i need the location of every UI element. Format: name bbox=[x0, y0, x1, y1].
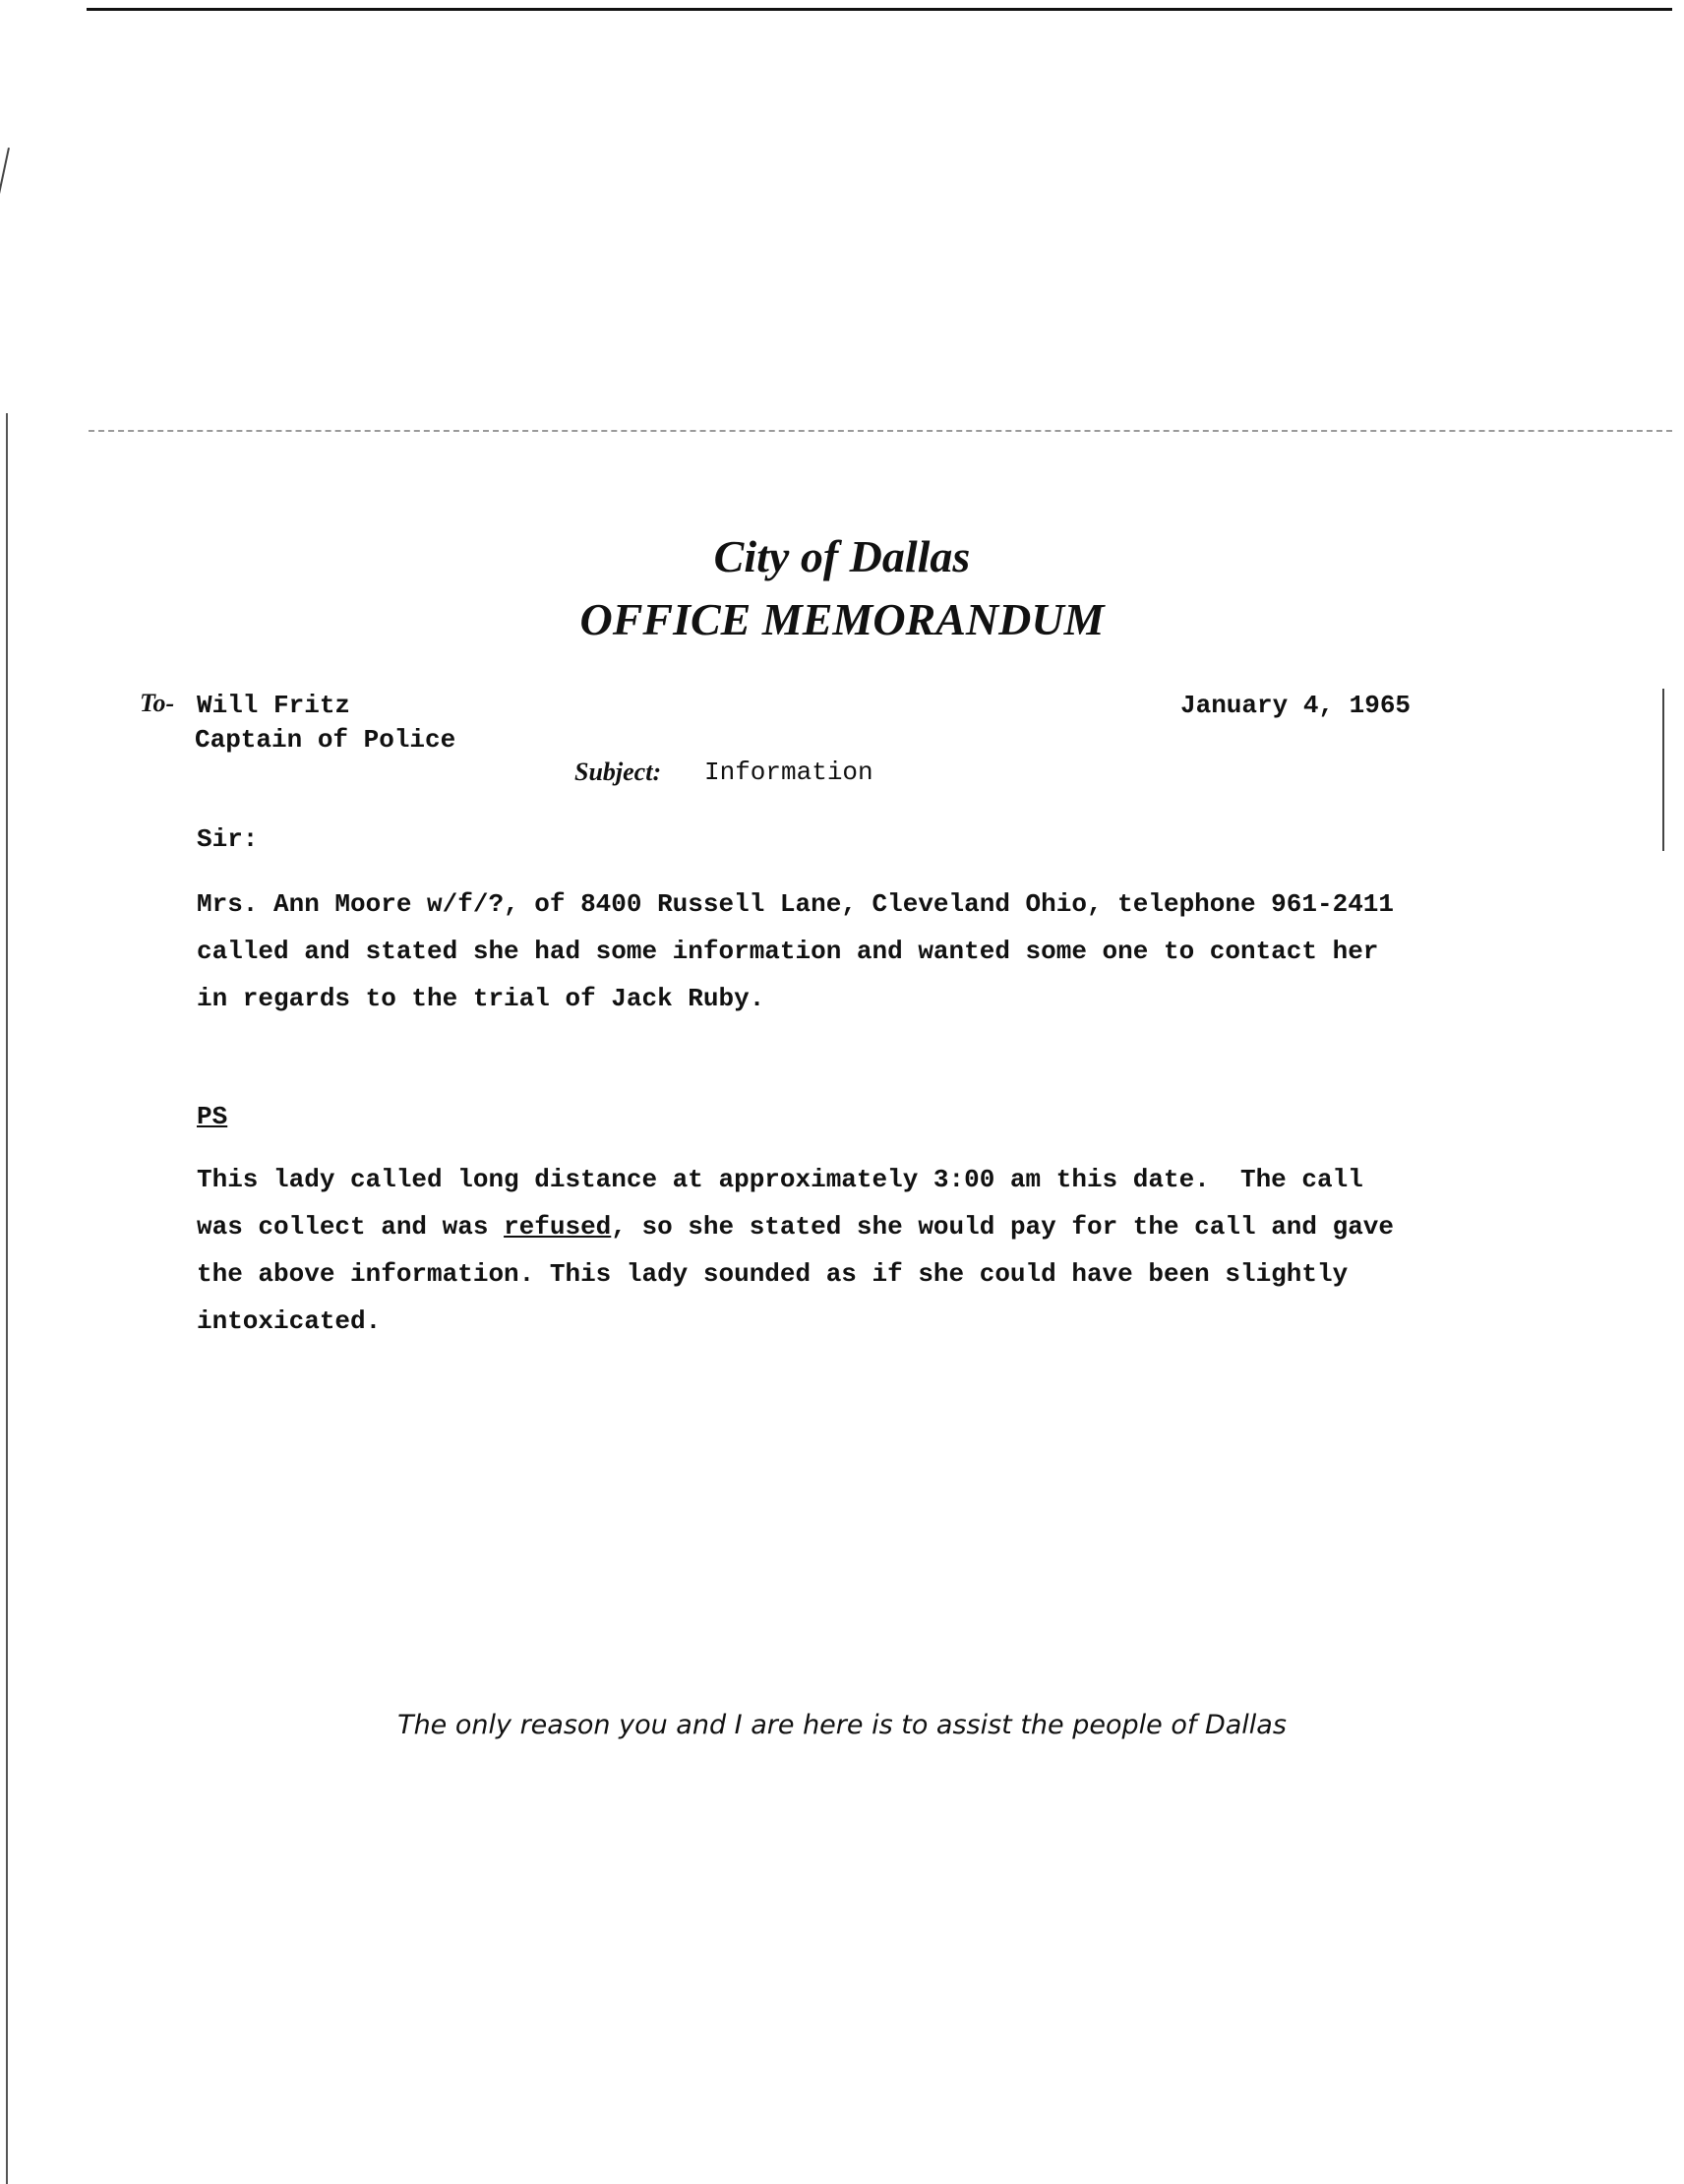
to-label: To- bbox=[140, 689, 175, 717]
underlined-word: refused bbox=[504, 1212, 612, 1242]
subject-label: Subject: bbox=[574, 758, 662, 786]
body-line: Mrs. Ann Moore w/f/?, of 8400 Russell Lane, Cleveland Ohio, telephone 961-2411 bbox=[197, 889, 1394, 919]
postscript-text: was collect and was bbox=[197, 1212, 505, 1242]
body-line: in regards to the trial of Jack Ruby. bbox=[197, 984, 765, 1013]
fold-line bbox=[89, 430, 1672, 432]
subject-value: Information bbox=[704, 758, 873, 787]
salutation: Sir: bbox=[197, 824, 259, 854]
recipient-name: Will Fritz bbox=[197, 691, 351, 720]
top-rule bbox=[87, 8, 1672, 11]
left-margin-line bbox=[6, 413, 8, 2184]
footer-motto: The only reason you and I are here is to assist the people of Dallas bbox=[397, 1710, 1287, 1740]
postscript-text: , so she stated she would pay for the call and gave bbox=[611, 1212, 1395, 1242]
letterhead-title: OFFICE MEMORANDUM bbox=[579, 594, 1105, 644]
right-margin-mark bbox=[1662, 689, 1664, 851]
postscript-line bbox=[197, 1210, 1394, 1244]
postscript-label: PS bbox=[197, 1102, 228, 1131]
body-line: called and stated she had some information and wanted some one to contact her bbox=[197, 937, 1379, 966]
postscript-line: the above information. This lady sounded as if she could have been slightly bbox=[197, 1259, 1349, 1289]
postscript-line: intoxicated. bbox=[197, 1306, 382, 1336]
letterhead-city: City of Dallas bbox=[713, 531, 971, 581]
postscript-line: This lady called long distance at approximately 3:00 am this date. The call bbox=[197, 1165, 1363, 1194]
margin-mark bbox=[0, 148, 10, 215]
recipient-title: Captain of Police bbox=[195, 725, 456, 755]
memo-date: January 4, 1965 bbox=[1180, 691, 1412, 720]
